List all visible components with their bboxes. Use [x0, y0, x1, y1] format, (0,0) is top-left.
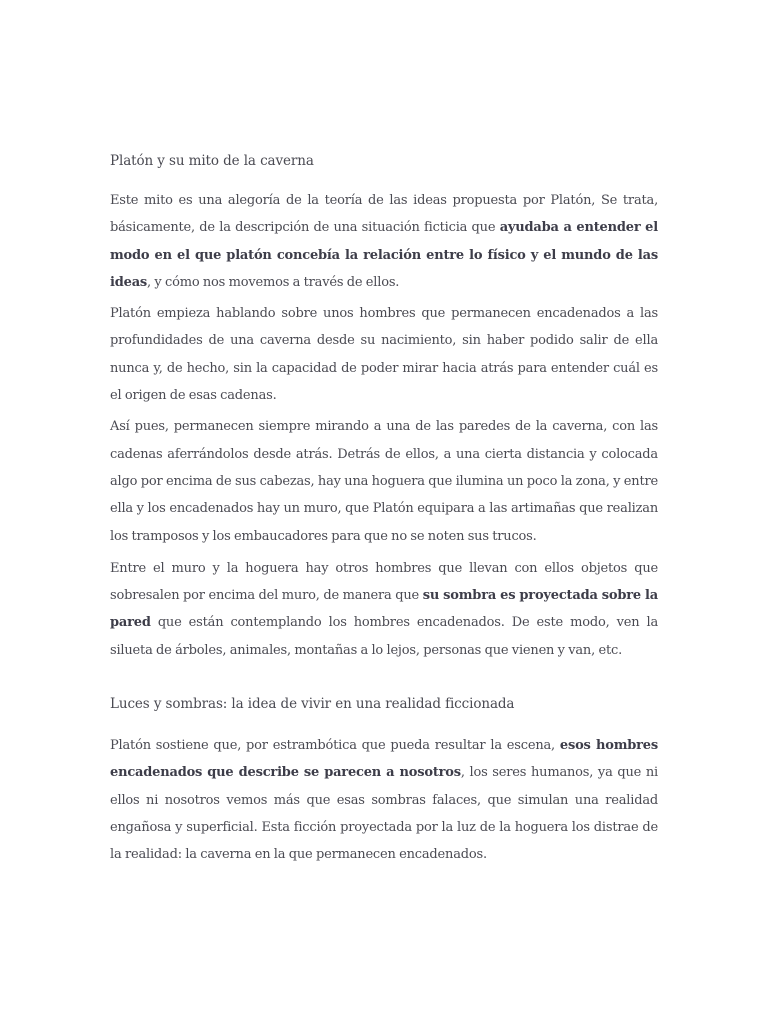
paragraph-resemble-us — [110, 732, 658, 868]
document-body — [110, 149, 658, 869]
paragraph-text: , y cómo nos movemos a través de ellos. — [147, 274, 400, 290]
paragraph-text: Platón sostiene que, por estrambótica que pueda resultar la escena, — [110, 738, 560, 754]
paragraph-fire-and-wall: Así pues, permanecen siempre mirando a una de las paredes de la caverna, con las cadenas aferrándolos desde atrás. Detrás de ellos, a una cierta distancia y colocada algo por encima de sus cabezas, hay una hoguera que ilumina un poco la zona, y entre ella y los encadenados hay un muro, que Platón equipara a las artimañas que realizan los tramposos y los embaucadores para que no se noten sus trucos. — [110, 419, 658, 544]
paragraph-bold-text: ayudaba a entender el modo en el que platón concebía la relación entre lo físico y el mundo de las ideas — [110, 220, 658, 290]
paragraph-text: Este mito es una alegoría de la teoría de las ideas propuesta por Platón, Se trata, básicamente, de la descripción de una situación ficticia que — [110, 193, 658, 236]
paragraph-allegory — [110, 187, 658, 296]
paragraph-text: que están contemplando los hombres encadenados. De este modo, ven la silueta de árboles, animales, montañas a lo lejos, personas que vienen y van, etc. — [110, 615, 658, 658]
paragraph-text: , los seres humanos, ya que ni ellos ni nosotros vemos más que esas sombras falaces, que simulan una realidad engañosa y superficial. Esta ficción proyectada por la luz de la hoguera los distrae de la realidad: la caverna en la que permanecen encadenados. — [110, 765, 658, 863]
paragraph-bold-text: esos hombres encadenados que describe se parecen a nosotros — [110, 738, 658, 781]
paragraph-bold-text: su sombra es proyectada sobre la pared — [110, 588, 659, 631]
paragraph-shadows — [110, 555, 658, 664]
paragraph-chained-men: Platón empieza hablando sobre unos hombres que permanecen encadenados a las profundidades de una caverna desde su nacimiento, sin haber podido salir de ella nunca y, de hecho, sin la capacidad de poder mirar hacia atrás para entender cuál es el origen de esas cadenas. — [110, 306, 658, 404]
section-heading-plato-cave: Platón y su mito de la caverna — [110, 153, 314, 169]
section-heading-lights-shadows: Luces y sombras: la idea de vivir en una realidad ficcionada — [110, 696, 515, 713]
paragraph-text: Entre el muro y la hoguera hay otros hombres que llevan con ellos objetos que sobresalen por encima del muro, de manera que — [110, 560, 658, 604]
